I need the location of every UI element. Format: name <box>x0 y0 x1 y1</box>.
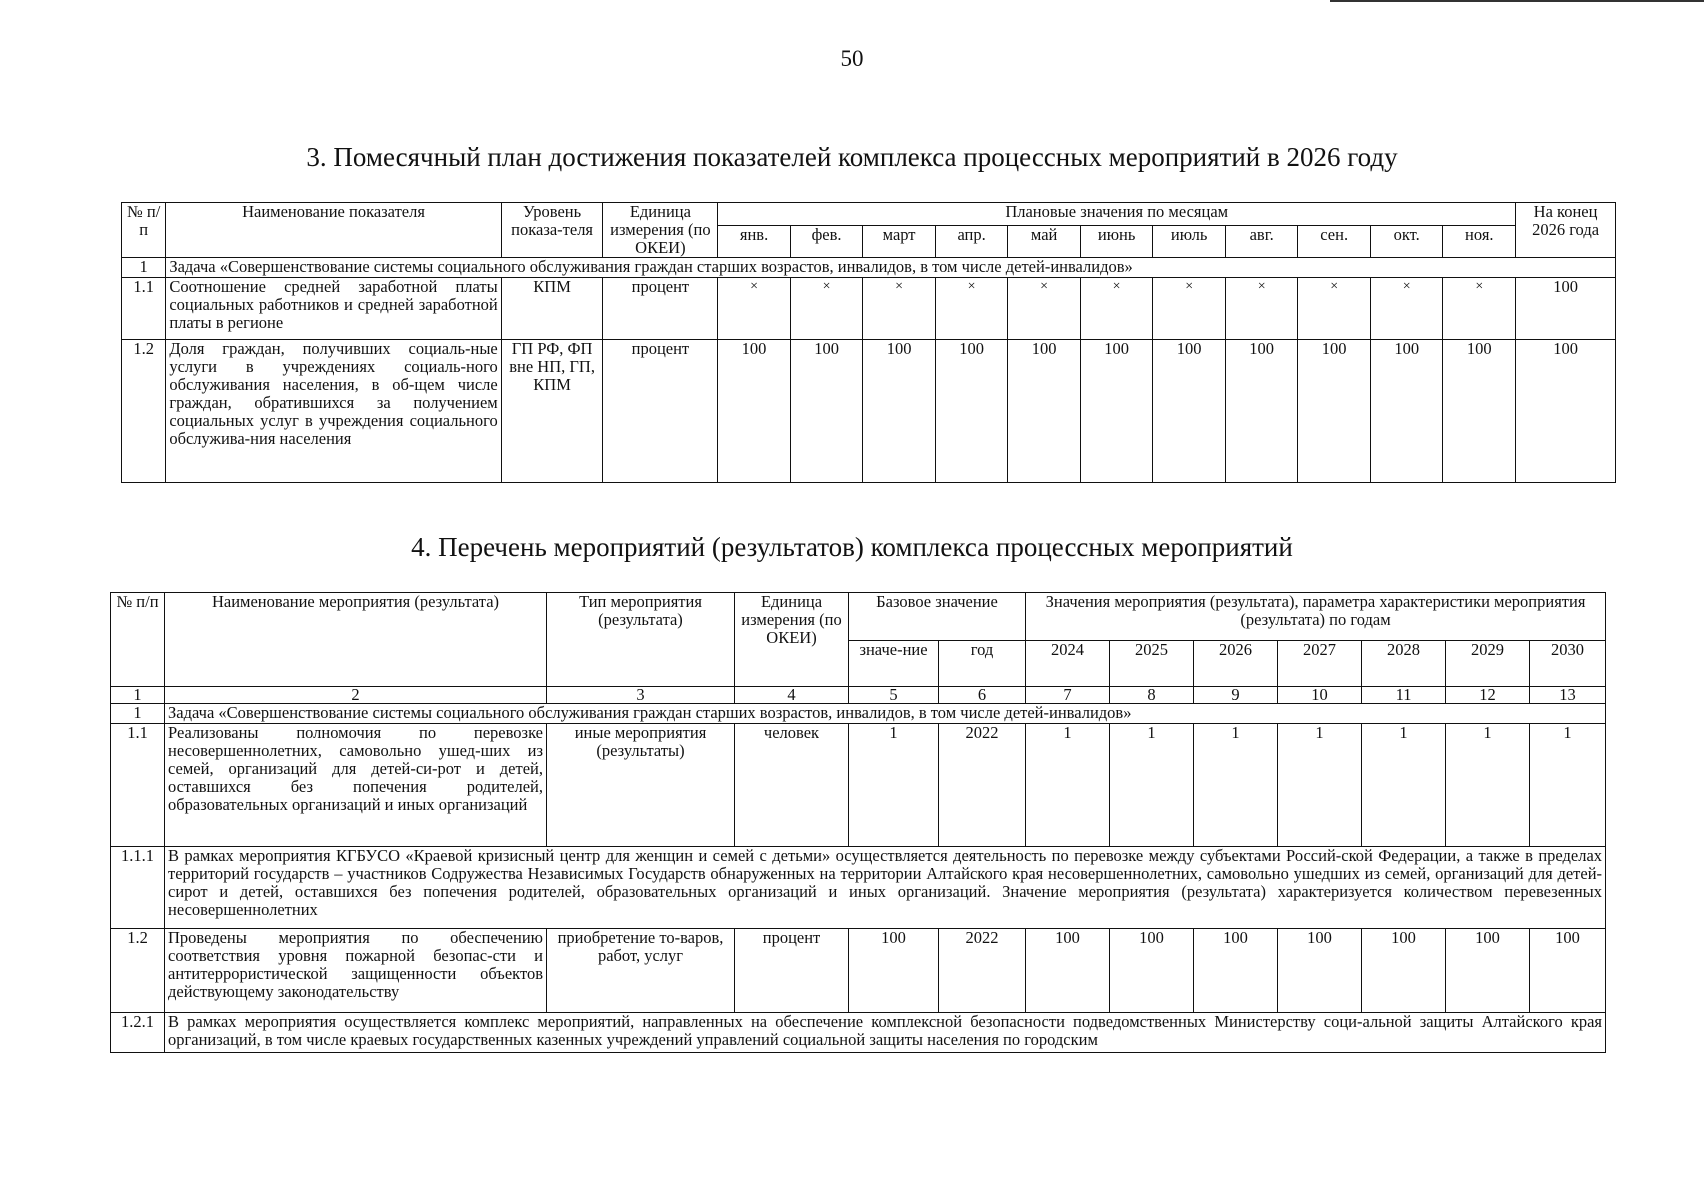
activity-description: В рамках мероприятия КГБУСО «Краевой кризисный центр для женщин и семей с детьми» осуществляется деятельность по перевозке между субъектами Россий-ской Федерации, а также в пределах территорий государств – участников Содружества Независимых Государств обнаруженных на территории Алтайского края несовершеннолетних, самовольно ушедших из семей, организаций для детей-сирот и детей, оставшихся без попечения родителей, образовательных организаций и иных организаций. Значение мероприятия (результата) характеризуется количеством перевезенных несовершеннолетних <box>165 847 1606 929</box>
header-base-year: год <box>939 641 1026 687</box>
year-value: 1 <box>1446 724 1530 847</box>
header-year: 2028 <box>1362 641 1446 687</box>
base-year: 2022 <box>939 929 1026 1013</box>
month-value: 100 <box>1298 340 1371 483</box>
header-name: Наименование мероприятия (результата) <box>165 593 547 687</box>
header-base-value: значе-ние <box>849 641 939 687</box>
header-year: 2026 <box>1194 641 1278 687</box>
indicator-name: Соотношение средней заработной платы социальных работников и средней заработной платы в регионе <box>166 278 501 340</box>
section4-title: 4. Перечень мероприятий (результатов) комплекса процессных мероприятий <box>411 532 1293 562</box>
activity-name: Реализованы полномочия по перевозке несовершеннолетних, самовольно ушед-ших из семей, организаций для детей-си-рот и детей, оставшихся без попечения родителей, образовательных организаций и иных организаций <box>165 724 547 847</box>
month-value: × <box>1443 278 1516 340</box>
month-value: × <box>1225 278 1298 340</box>
month-value: × <box>863 278 936 340</box>
header-month: авг. <box>1225 226 1298 258</box>
activity-unit: человек <box>735 724 849 847</box>
year-value: 100 <box>1026 929 1110 1013</box>
month-value: 100 <box>863 340 936 483</box>
header-month: июль <box>1153 226 1226 258</box>
year-value: 100 <box>1278 929 1362 1013</box>
header-level: Уровень показа-теля <box>501 203 603 258</box>
month-value: 100 <box>1008 340 1081 483</box>
year-value: 100 <box>1194 929 1278 1013</box>
header-month: окт. <box>1370 226 1443 258</box>
year-value: 100 <box>1446 929 1530 1013</box>
header-end: На конец 2026 года <box>1516 203 1616 258</box>
col-number: 4 <box>735 687 849 704</box>
year-value: 1 <box>1362 724 1446 847</box>
header-month: июнь <box>1080 226 1153 258</box>
base-value: 100 <box>849 929 939 1013</box>
indicator-level: ГП РФ, ФП вне НП, ГП, КПМ <box>501 340 603 483</box>
col-number: 5 <box>849 687 939 704</box>
year-value: 1 <box>1026 724 1110 847</box>
month-value: 100 <box>1080 340 1153 483</box>
header-num: № п/п <box>122 203 166 258</box>
month-value: × <box>1080 278 1153 340</box>
task-num: 1 <box>122 258 166 278</box>
month-value: 100 <box>1153 340 1226 483</box>
header-year: 2027 <box>1278 641 1362 687</box>
activity-type: иные мероприятия (результаты) <box>547 724 735 847</box>
col-number: 2 <box>165 687 547 704</box>
header-month: сен. <box>1298 226 1371 258</box>
month-value: × <box>935 278 1008 340</box>
year-value: 1 <box>1110 724 1194 847</box>
col-number: 3 <box>547 687 735 704</box>
month-value: 100 <box>935 340 1008 483</box>
activity-type: приобретение то-варов, работ, услуг <box>547 929 735 1013</box>
base-value: 1 <box>849 724 939 847</box>
header-values: Значения мероприятия (результата), параметра характеристики мероприятия (результата) по годам <box>1026 593 1606 641</box>
month-value: × <box>1370 278 1443 340</box>
header-type: Тип мероприятия (результата) <box>547 593 735 687</box>
row-num: 1.1 <box>111 724 165 847</box>
col-number: 1 <box>111 687 165 704</box>
year-value: 100 <box>1530 929 1606 1013</box>
col-number: 12 <box>1446 687 1530 704</box>
header-year: 2025 <box>1110 641 1194 687</box>
header-month: март <box>863 226 936 258</box>
header-month: янв. <box>718 226 791 258</box>
header-year: 2029 <box>1446 641 1530 687</box>
base-year: 2022 <box>939 724 1026 847</box>
col-number: 11 <box>1362 687 1446 704</box>
month-value: 100 <box>1443 340 1516 483</box>
section3-title: 3. Помесячный план достижения показателей комплекса процессных мероприятий в 2026 году <box>306 142 1398 172</box>
header-year: 2030 <box>1530 641 1606 687</box>
end-value: 100 <box>1516 278 1616 340</box>
month-value: × <box>1298 278 1371 340</box>
row-num: 1.1.1 <box>111 847 165 929</box>
col-number: 6 <box>939 687 1026 704</box>
year-value: 100 <box>1110 929 1194 1013</box>
col-number: 13 <box>1530 687 1606 704</box>
col-number: 7 <box>1026 687 1110 704</box>
year-value: 1 <box>1278 724 1362 847</box>
year-value: 1 <box>1194 724 1278 847</box>
row-num: 1.1 <box>122 278 166 340</box>
header-unit: Единица измерения (по ОКЕИ) <box>735 593 849 687</box>
header-base: Базовое значение <box>849 593 1026 641</box>
header-unit: Единица измерения (по ОКЕИ) <box>603 203 718 258</box>
page-number: 50 <box>840 46 864 71</box>
task-text: Задача «Совершенствование системы социального обслуживания граждан старших возрастов, инвалидов, в том числе детей-инвалидов» <box>166 258 1616 278</box>
header-num: № п/п <box>111 593 165 687</box>
month-value: × <box>718 278 791 340</box>
col-number: 10 <box>1278 687 1362 704</box>
month-value: 100 <box>790 340 863 483</box>
indicator-level: КПМ <box>501 278 603 340</box>
header-year: 2024 <box>1026 641 1110 687</box>
activities-table <box>110 592 1606 1053</box>
activity-unit: процент <box>735 929 849 1013</box>
header-name: Наименование показателя <box>166 203 501 258</box>
end-value: 100 <box>1516 340 1616 483</box>
header-month: ноя. <box>1443 226 1516 258</box>
month-value: 100 <box>1370 340 1443 483</box>
task-text: Задача «Совершенствование системы социального обслуживания граждан старших возрастов, инвалидов, в том числе детей-инвалидов» <box>165 704 1606 724</box>
row-num: 1.2 <box>111 929 165 1013</box>
month-value: 100 <box>718 340 791 483</box>
row-num: 1.2.1 <box>111 1013 165 1053</box>
month-value: × <box>1008 278 1081 340</box>
indicator-unit: процент <box>603 340 718 483</box>
indicator-unit: процент <box>603 278 718 340</box>
month-value: 100 <box>1225 340 1298 483</box>
year-value: 100 <box>1362 929 1446 1013</box>
year-value: 1 <box>1530 724 1606 847</box>
header-plan: Плановые значения по месяцам <box>718 203 1516 226</box>
header-month: фев. <box>790 226 863 258</box>
header-month: май <box>1008 226 1081 258</box>
row-num: 1.2 <box>122 340 166 483</box>
header-month: апр. <box>935 226 1008 258</box>
col-number: 8 <box>1110 687 1194 704</box>
task-num: 1 <box>111 704 165 724</box>
monthly-plan-table <box>121 202 1616 483</box>
month-value: × <box>1153 278 1226 340</box>
month-value: × <box>790 278 863 340</box>
col-number: 9 <box>1194 687 1278 704</box>
indicator-name: Доля граждан, получивших социаль-ные услуги в учреждениях социаль-ного обслуживания населения, в об-щем числе граждан, обратившихся за получением социальных услуг в учреждения социального обслужива-ния населения <box>166 340 501 483</box>
activity-name: Проведены мероприятия по обеспечению соответствия уровня пожарной безопас-сти и антитеррористической защищенности объектов действующему законодательству <box>165 929 547 1013</box>
activity-description: В рамках мероприятия осуществляется комплекс мероприятий, направленных на обеспечение комплексной безопасности подведомственных Министерству соци-альной защиты Алтайского края организаций, в том числе краевых государственных казенных учреждений управлений социальной защиты населения по городским <box>165 1013 1606 1053</box>
top-edge-mark <box>1330 0 1704 2</box>
